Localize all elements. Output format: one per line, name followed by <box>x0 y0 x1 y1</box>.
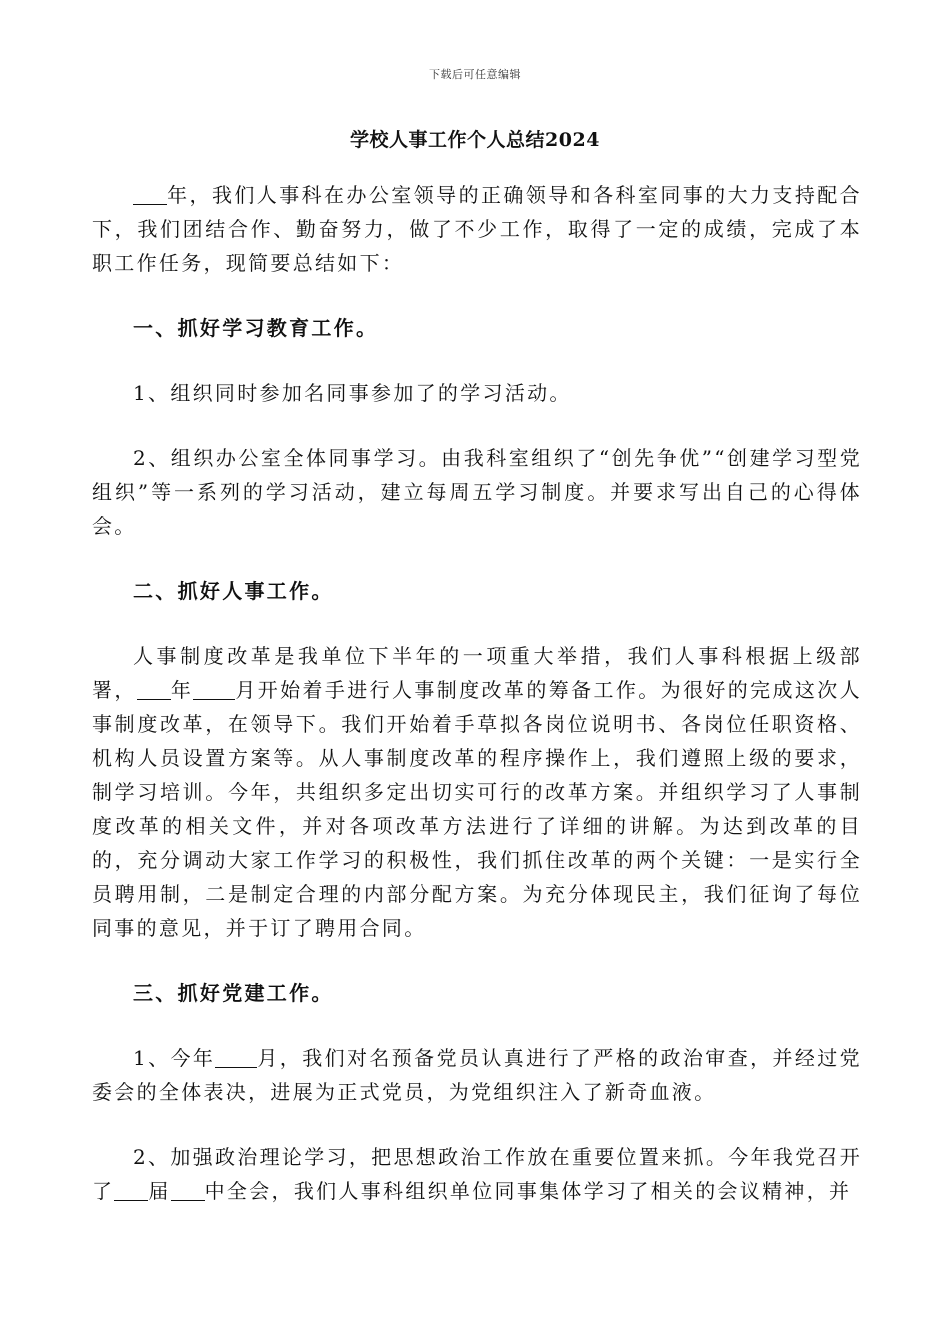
section-3-item-2 <box>92 1140 862 1208</box>
document-title: 学校人事工作个人总结2024 <box>350 129 600 151</box>
blank-field <box>137 679 171 700</box>
blank-field <box>133 184 167 205</box>
intro-paragraph <box>92 178 862 280</box>
section-3-item-2-part-1: 2、加强政治理论学习，把思想政治工作放在重要位置来抓。今年我党召开了 <box>92 1145 862 1203</box>
blank-field <box>114 1180 148 1201</box>
section-3-item-2-part-3: 中全会，我们人事科组织单位同事集体学习了相关的会议精神，并 <box>204 1179 852 1203</box>
section-3-item-1-part-2: 月，我们对名预备党员认真进行了严格的政治审查，并经过党委会的全体表决，进展为正式党员，为党组织注入了新奇血液。 <box>92 1046 862 1104</box>
section-3-item-1 <box>92 1041 862 1109</box>
section-3-item-1-part-1: 1、今年 <box>133 1046 216 1070</box>
section-3-item-2-part-2: 届 <box>148 1179 171 1203</box>
blank-field <box>193 679 235 700</box>
section-1-item-1: 1、组织同时参加名同事参加了的学习活动。 <box>133 381 572 405</box>
section-3-heading: 三、抓好党建工作。 <box>133 981 334 1005</box>
section-2-text-part-3: 月开始着手进行人事制度改革的筹备工作。为很好的完成这次人事制度改革，在领导下。我们开始着手草拟各岗位说明书、各岗位任职资格、机构人员设置方案等。从人事制度改革的程序操作上，我们遵照上级的要求，制学习培训。今年，共组织多定出切实可行的改革方案。并组织学习了人事制度改革的相关文件，并对各项改革方法进行了详细的讲解。为达到改革的目的，充分调动大家工作学习的积极性，我们抓住改革的两个关键：一是实行全员聘用制，二是制定合理的内部分配方案。为充分体现民主，我们征询了每位同事的意见，并于订了聘用合同。 <box>92 678 862 940</box>
intro-text: 年，我们人事科在办公室领导的正确领导和各科室同事的大力支持配合下，我们团结合作、勤奋努力，做了不少工作，取得了一定的成绩，完成了本职工作任务，现简要总结如下： <box>92 183 862 275</box>
section-2-text-part-2: 年 <box>170 678 194 702</box>
section-1-heading: 一、抓好学习教育工作。 <box>133 316 379 340</box>
blank-field <box>171 1180 205 1201</box>
blank-field <box>215 1047 257 1068</box>
header-note: 下载后可任意编辑 <box>429 68 521 81</box>
document-body <box>92 178 862 1239</box>
section-2-paragraph <box>92 639 862 945</box>
section-1-item-2: 2、组织办公室全体同事学习。由我科室组织了“创先争优”“创建学习型党组织”等一系列的学习活动，建立每周五学习制度。并要求写出自己的心得体会。 <box>92 446 862 538</box>
section-2-heading: 二、抓好人事工作。 <box>133 579 334 603</box>
section-2-text-part-1: 人事制度改革是我单位下半年的一项重大举措，我们人事科根据上级部署， <box>92 644 862 702</box>
